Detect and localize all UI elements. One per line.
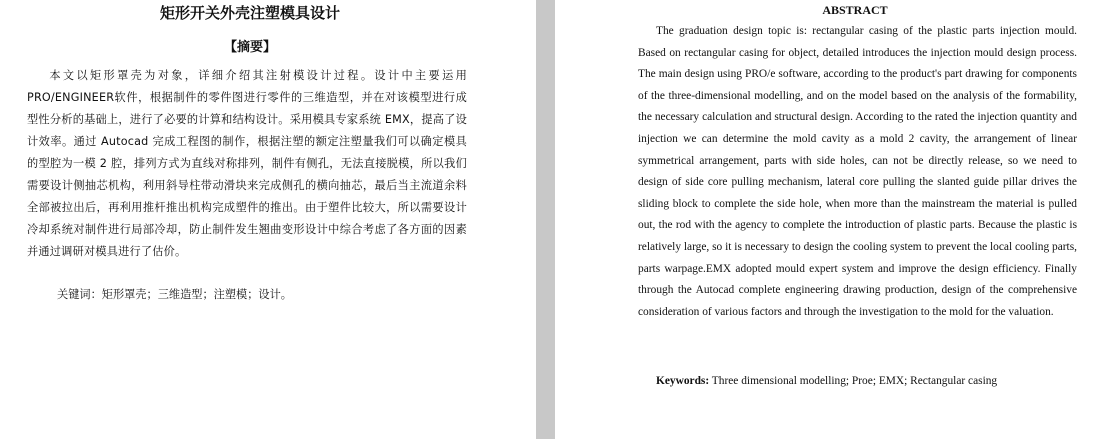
english-abstract-heading: ABSTRACT xyxy=(822,3,888,17)
page-gutter xyxy=(536,0,555,439)
english-keywords-label: Keywords: xyxy=(656,375,710,387)
chinese-abstract-heading: 【摘要】 xyxy=(223,40,276,55)
english-keywords-text: Three dimensional modelling; Proe; EMX; Rectangular casing xyxy=(709,375,998,387)
english-keywords xyxy=(656,371,1096,392)
chinese-keywords: 关键词：矩形罩壳；三维造型；注塑模；设计。 xyxy=(57,288,292,301)
english-abstract-body: The graduation design topic is: rectangular casing of the plastic parts injection mould. Based on rectangular casing for object, detailed introduces the injection mould design process. The main design using PRO/e software, according to the product's part drawing for components of the three-dimensional modelling, and on the model based on the analysis of the formability, the necessary calculation and structural design. According to the rated the injection quantity and injection we can determine the mold cavity as a mold 2 cavity, the arrangement of linear symmetrical arrangement, parts with side holes, can not be directly release, so we need to design of side core pulling mechanism, lateral core pulling the slanted guide pillar drives the sliding block to complete the side hole, when more than the mainstream the material is pulled out, the rod with the agency to complete the introduction of plastic parts. Because the plastic is relatively large, so it is necessary to design the cooling system to prevent the local cooling parts, parts warpage.EMX adopted mould expert system and improve the design efficiency. Finally through the Autocad complete engineering drawing production, design of the comprehensive consideration of various factors and through the investigation to the mold for the valuation. xyxy=(638,25,1077,318)
english-abstract-page xyxy=(555,0,1118,439)
chinese-abstract-body: 本文以矩形罩壳为对象，详细介绍其注射模设计过程。设计中主要运用PRO/ENGINEER软件，根据制件的零件图进行零件的三维造型，并在对该模型进行成型性分析的基础上，进行了必要的计算和结构设计。采用模具专家系统 EMX，提高了设计效率。通过 Autocad 完成工程图的制作，根据注塑的额定注塑量我们可以确定模具的型腔为一模 2 腔，排列方式为直线对称排列，制件有侧孔，无法直接脱模，所以我们需要设计侧抽芯机构，利用斜导柱带动滑块来完成侧孔的横向抽芯，最后当主流道余料全部被拉出后，再利用推杆推出机构完成塑件的推出。由于塑件比较大，所以需要设计冷却系统对制件进行局部冷却，防止制件发生翘曲变形设计中综合考虑了各方面的因素并通过调研对模具进行了估价。 xyxy=(27,69,467,258)
chinese-abstract-page xyxy=(0,0,536,439)
chinese-title: 矩形开关外壳注塑模具设计 xyxy=(159,4,340,22)
